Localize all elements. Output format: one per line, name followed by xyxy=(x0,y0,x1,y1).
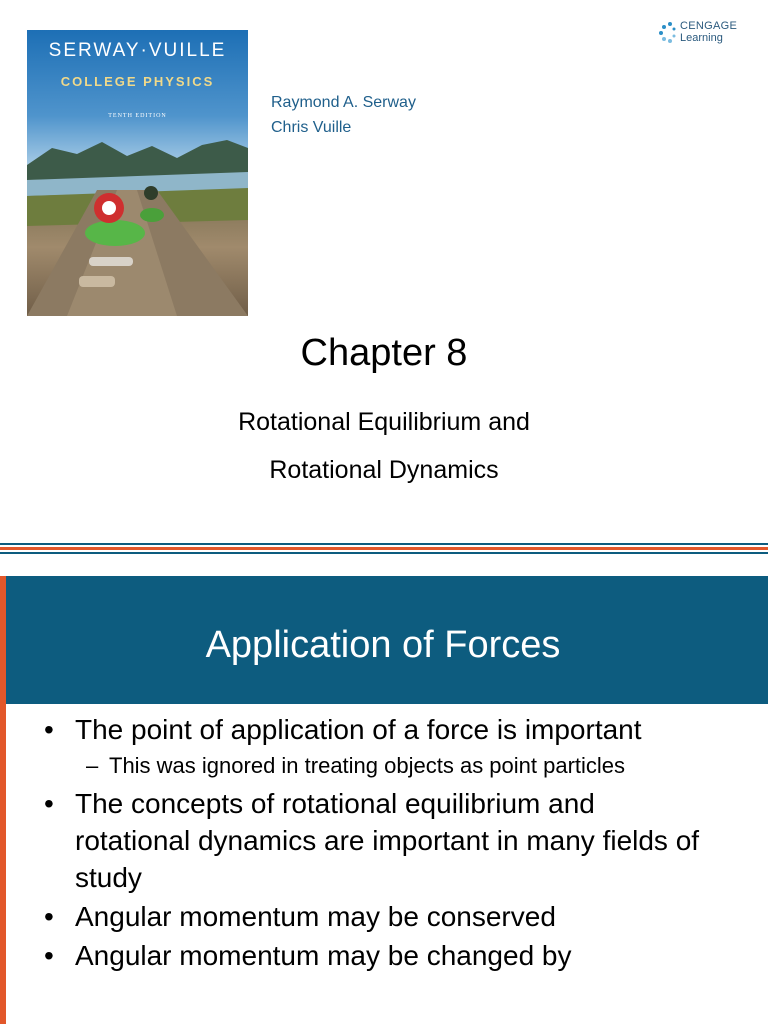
bullet-text: This was ignored in treating objects as point particles xyxy=(109,753,626,778)
logo-text-learning: Learning xyxy=(680,32,723,44)
chapter-subtitle xyxy=(0,398,768,494)
chapter-title: Chapter 8 xyxy=(300,332,468,374)
dash-icon: – xyxy=(86,753,99,778)
cover-authors: SERWAY·VUILLE xyxy=(48,40,227,61)
bullet-text: The concepts of rotational equilibrium and rotational dynamics are important in many fields of study xyxy=(75,788,700,893)
cengage-logo-icon xyxy=(658,21,678,43)
list-item xyxy=(0,937,768,974)
subtitle-line: Rotational Dynamics xyxy=(269,456,499,484)
author-name: Chris Vuille xyxy=(271,119,352,136)
bullet-list xyxy=(0,711,768,976)
list-item xyxy=(0,785,715,896)
book-cover xyxy=(27,30,248,316)
authors xyxy=(271,90,416,140)
bullet-text: Angular momentum may be changed by xyxy=(75,940,572,971)
slide-title: Application of Forces xyxy=(205,624,561,666)
cover-title: COLLEGE PHYSICS xyxy=(60,74,215,89)
list-item xyxy=(0,750,689,781)
bullet-icon: • xyxy=(44,940,54,971)
bullet-icon: • xyxy=(44,788,54,819)
subtitle-line: Rotational Equilibrium and xyxy=(238,408,530,436)
bullet-text: Angular momentum may be conserved xyxy=(75,901,556,932)
list-item xyxy=(0,898,768,935)
author-name: Raymond A. Serway xyxy=(271,94,416,111)
cover-edition: TENTH EDITION xyxy=(108,113,167,119)
bullet-icon: • xyxy=(44,901,54,932)
content-slide xyxy=(0,576,768,1024)
logo-text-cengage: CENGAGE xyxy=(680,20,738,32)
cover-photo xyxy=(27,30,248,316)
cengage-logo xyxy=(658,19,738,47)
bullet-icon: • xyxy=(44,714,54,745)
list-item xyxy=(0,711,768,748)
bullet-text: The point of application of a force is important xyxy=(75,714,642,745)
